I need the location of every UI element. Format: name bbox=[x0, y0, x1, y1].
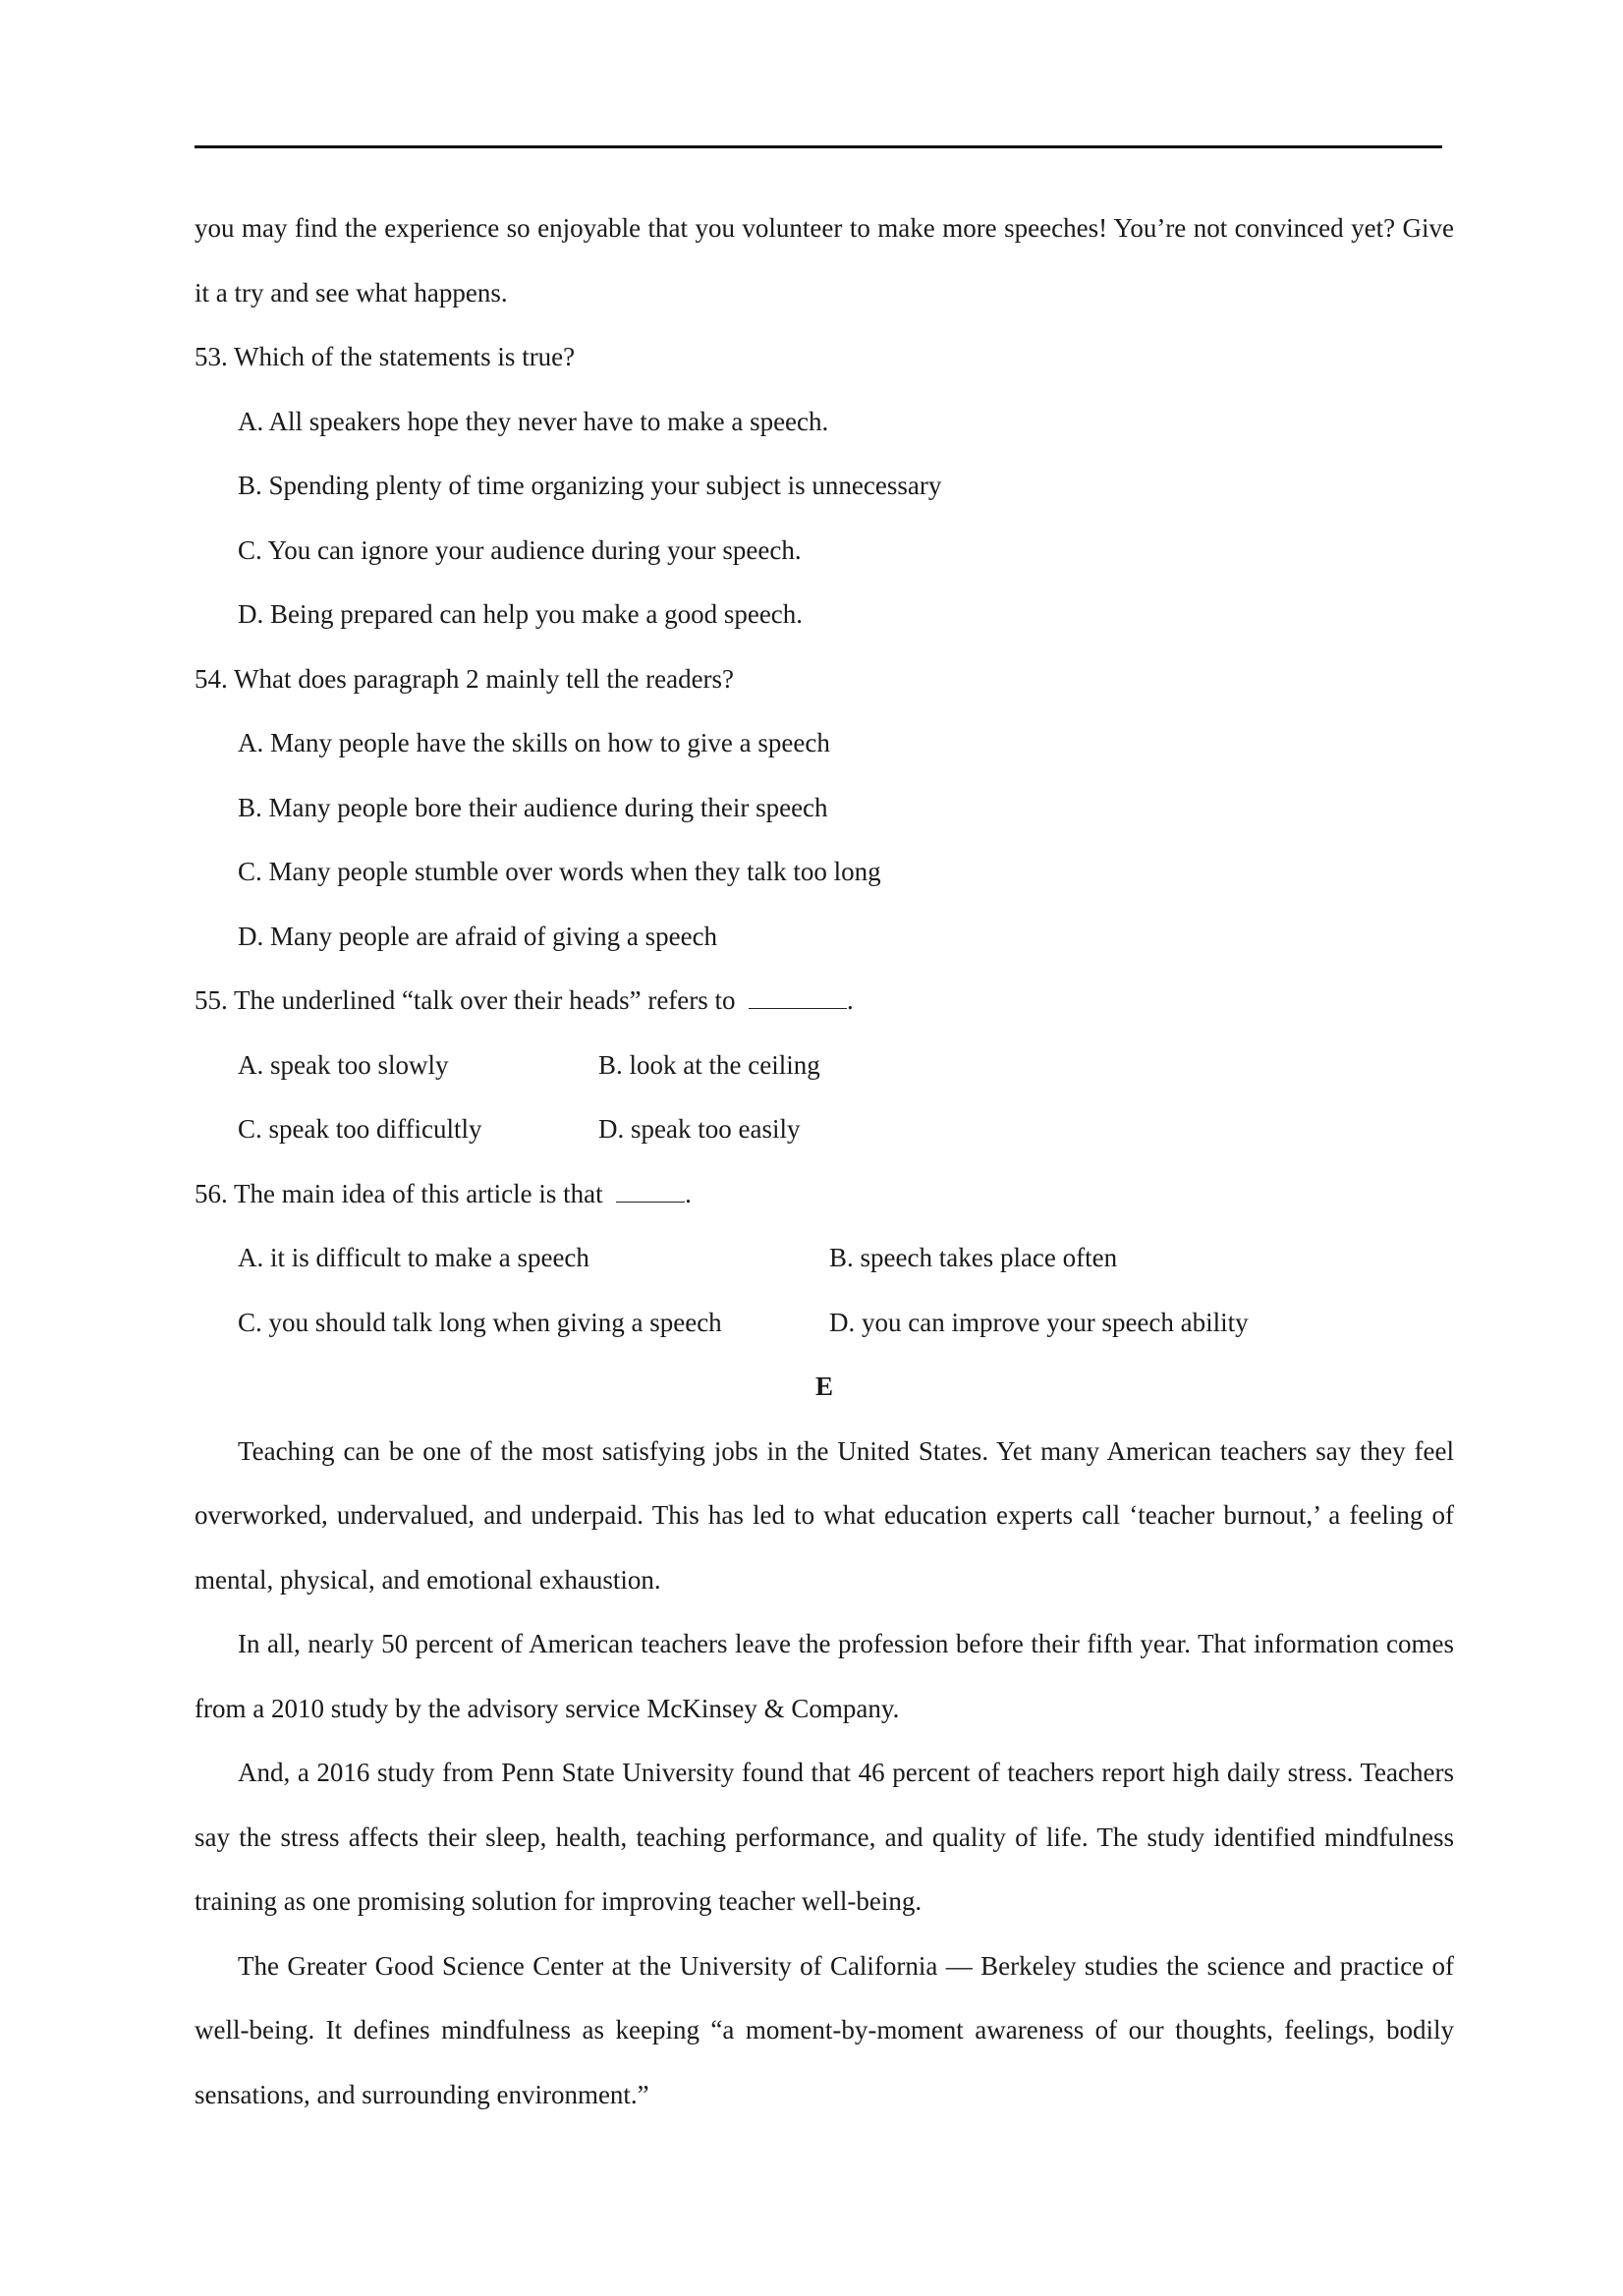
question-53-option-c: C. You can ignore your audience during your speech. bbox=[238, 534, 802, 565]
question-56-options-row-1 bbox=[195, 1226, 1454, 1291]
question-53-option-d: D. Being prepared can help you make a good speech. bbox=[238, 599, 804, 629]
section-e-paragraph: And, a 2016 study from Penn State University found that 46 percent of teachers report high daily stress. Teachers say the stress affects their sleep, health, teaching performance, and quality of life. The study identified mindfulness training as one promising solution for improving teacher well-being. bbox=[195, 1758, 1454, 1916]
question-55-option-c: C. speak too difficultly bbox=[238, 1114, 482, 1144]
question-56 bbox=[195, 1162, 1454, 1227]
question-54-option-a: A. Many people have the skills on how to give a speech bbox=[238, 728, 830, 757]
section-e-paragraph: The Greater Good Science Center at the University of California — Berkeley studies the science and practice of well-being. It defines mindfulness as keeping “a moment-by-moment awareness of our thoughts, feelings, bodily sensations, and surrounding environment.” bbox=[195, 1950, 1454, 2109]
section-e-paragraph: Teaching can be one of the most satisfying jobs in the United States. Yet many American teachers say they feel overworked, undervalued, and underpaid. This has led to what education experts call ‘teacher burnout,’ a feeling of mental, physical, and emotional exhaustion. bbox=[195, 1435, 1454, 1595]
answer-blank bbox=[749, 986, 847, 1009]
question-54-option-d: D. Many people are afraid of giving a speech bbox=[238, 921, 718, 951]
continuation-paragraph: you may find the experience so enjoyable that you volunteer to make more speeches! You’re not convinced yet? Give it a try and see what happens. bbox=[195, 213, 1454, 308]
section-e-paragraph: In all, nearly 50 percent of American teachers leave the profession before their fifth year. That information comes from a 2010 study by the advisory service McKinsey & Company. bbox=[195, 1629, 1454, 1723]
question-54-option-b: B. Many people bore their audience during their speech bbox=[238, 792, 828, 822]
question-56-options-row-2 bbox=[195, 1291, 1454, 1356]
question-55-option-b: B. look at the ceiling bbox=[598, 1049, 820, 1080]
question-56-option-d: D. you can improve your speech ability bbox=[829, 1307, 1249, 1337]
question-55-option-a: A. speak too slowly bbox=[238, 1049, 449, 1080]
header-rule bbox=[195, 145, 1442, 148]
question-55-options-row-1 bbox=[195, 1034, 1454, 1098]
question-56-option-b: B. speech takes place often bbox=[829, 1243, 1118, 1272]
question-55-option-d: D. speak too easily bbox=[598, 1114, 801, 1144]
answer-blank bbox=[616, 1180, 685, 1203]
document-page bbox=[195, 196, 1454, 2127]
question-54: 54. What does paragraph 2 mainly tell the readers? bbox=[195, 663, 735, 694]
question-53-option-b: B. Spending plenty of time organizing your subject is unnecessary bbox=[238, 471, 942, 500]
question-55-options-row-2 bbox=[195, 1097, 1454, 1162]
question-56-option-a: A. it is difficult to make a speech bbox=[238, 1243, 589, 1272]
question-55-end: . bbox=[847, 985, 854, 1015]
question-53-option-a: A. All speakers hope they never have to make a speech. bbox=[238, 406, 829, 436]
section-title: E bbox=[814, 1372, 833, 1401]
question-53: 53. Which of the statements is true? bbox=[195, 342, 576, 371]
question-55 bbox=[195, 969, 1454, 1034]
question-56-end: . bbox=[685, 1178, 692, 1208]
question-56-option-c: C. you should talk long when giving a speech bbox=[238, 1307, 722, 1337]
question-54-option-c: C. Many people stumble over words when they talk too long bbox=[238, 857, 881, 886]
question-55-text: 55. The underlined “talk over their heads” refers to bbox=[195, 985, 736, 1015]
question-56-text: 56. The main idea of this article is that bbox=[195, 1178, 603, 1208]
